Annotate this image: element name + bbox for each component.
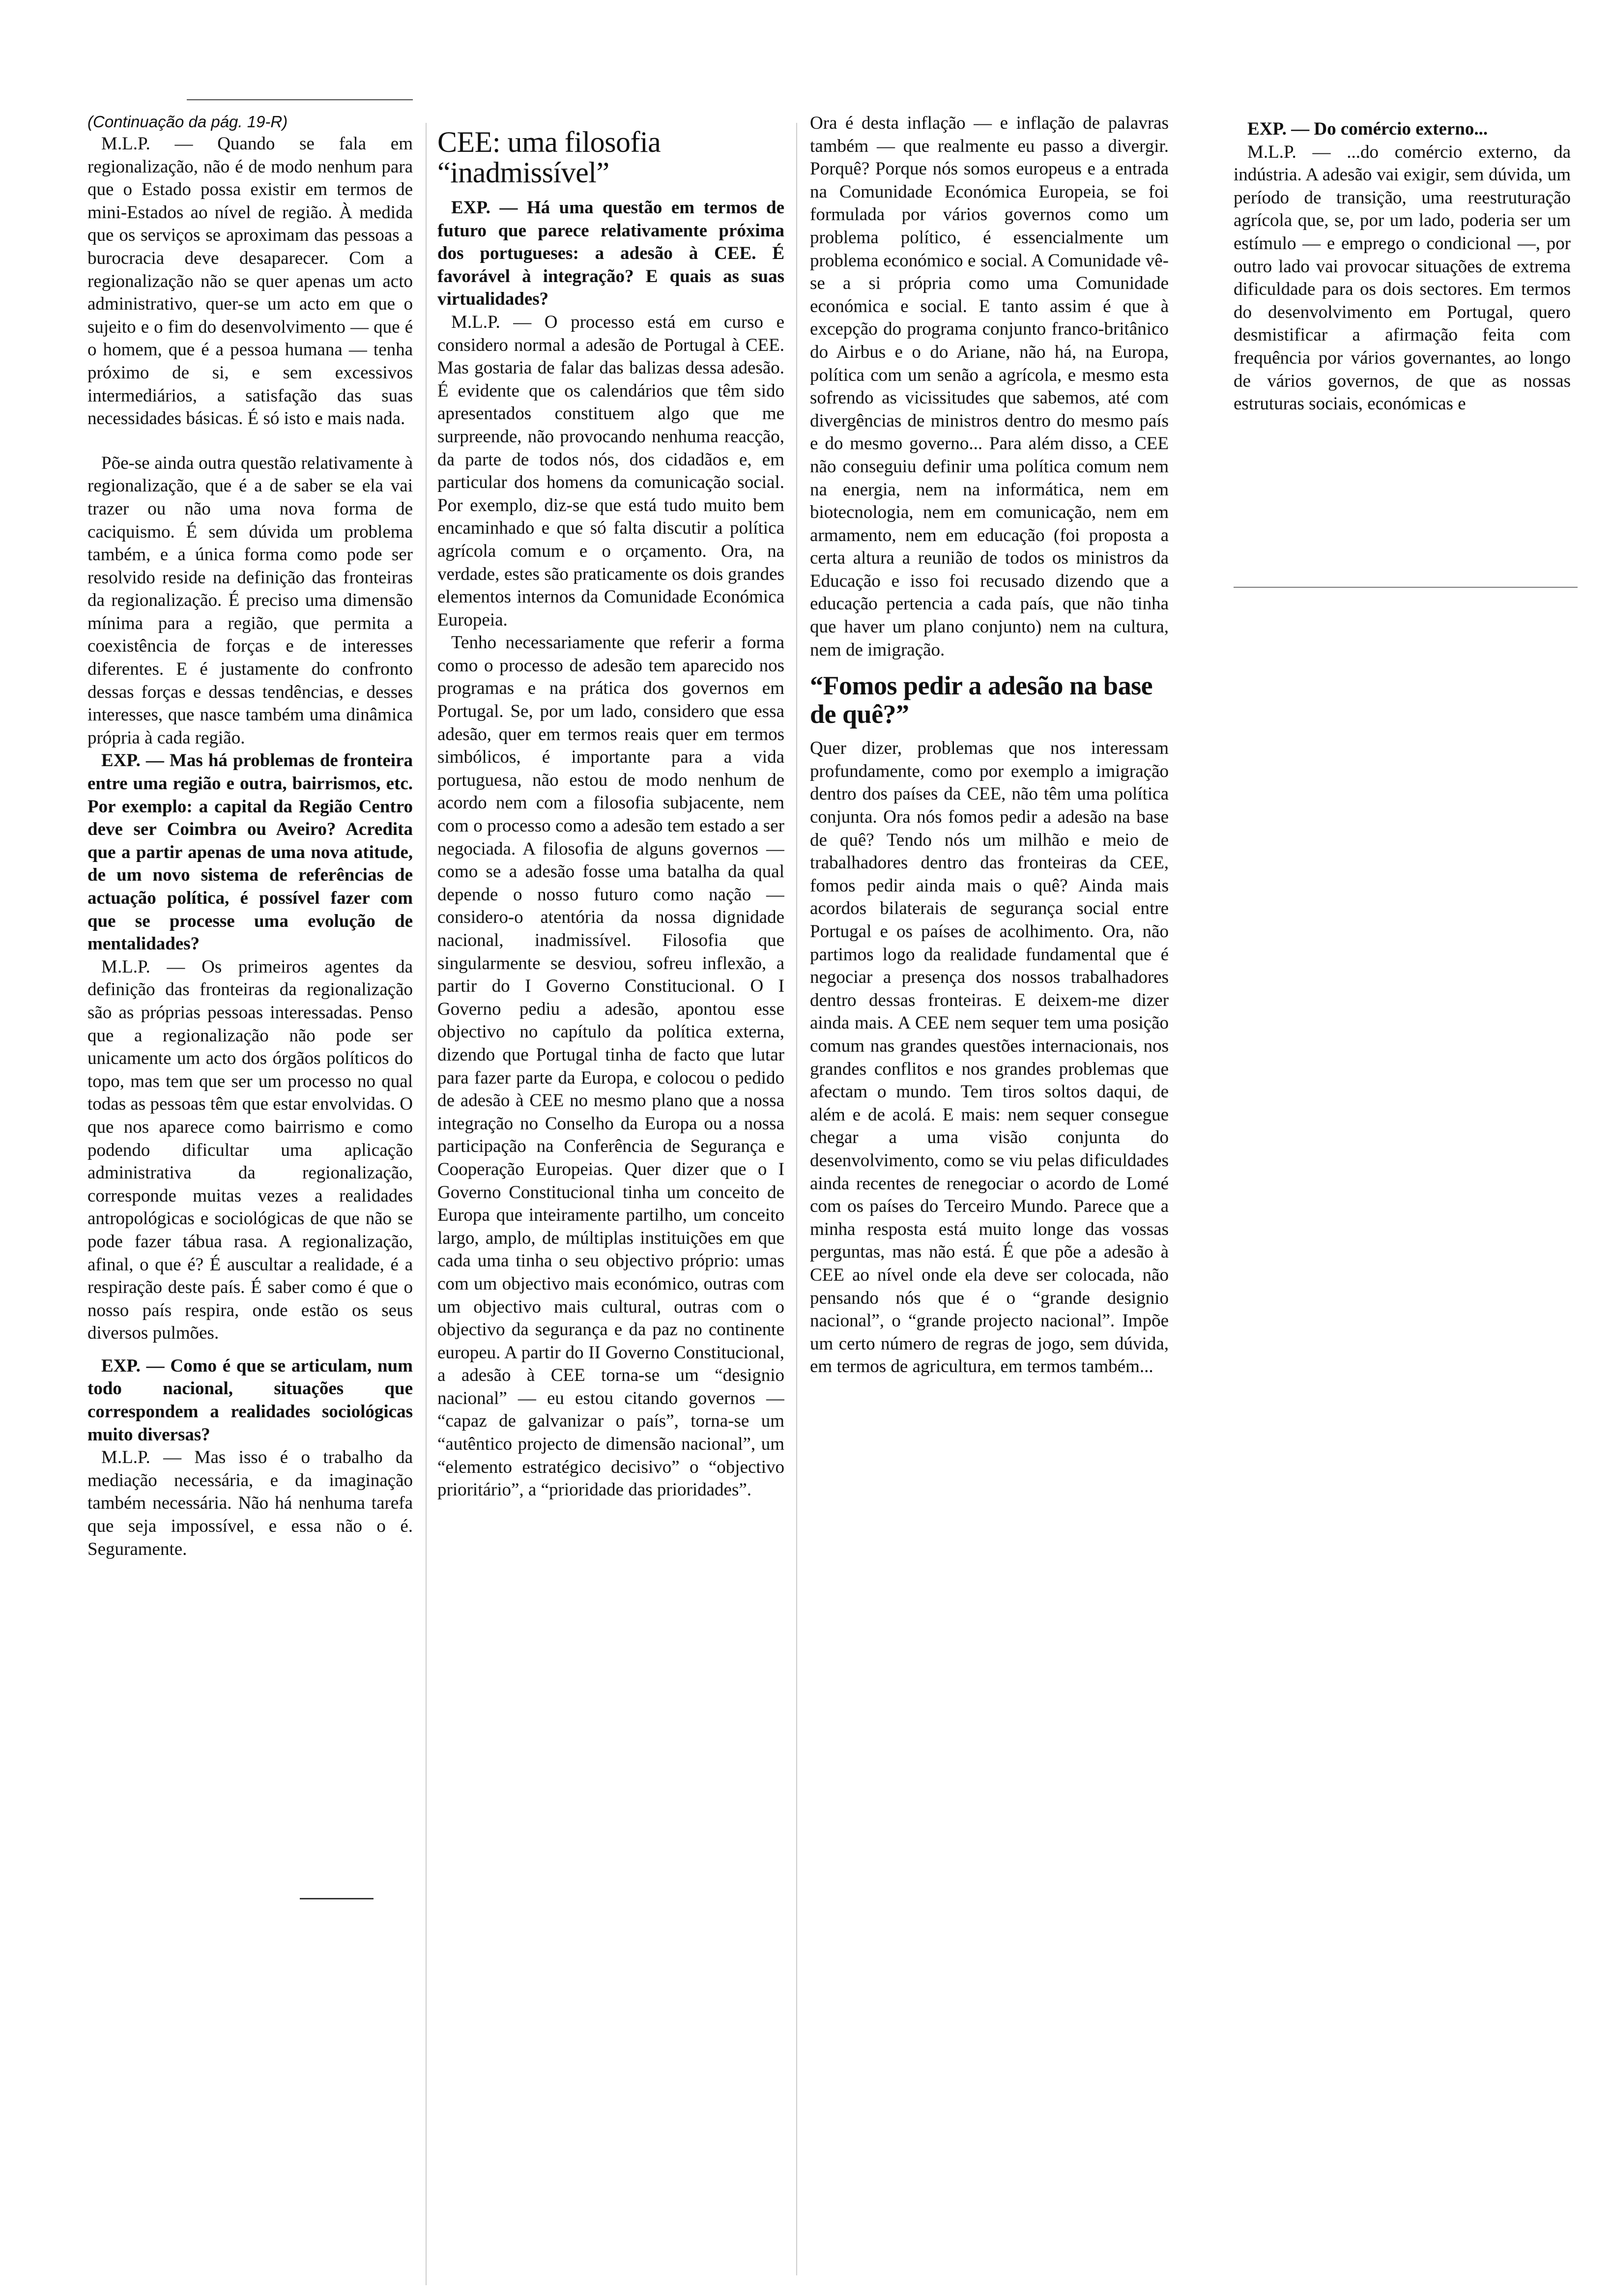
continuation-note: (Continuação da pág. 19-R) <box>87 113 288 131</box>
answer-fronteiras: M.L.P. — Os primeiros agentes da definição das fronteiras da regionalização são as próprias pessoas interessadas. Penso que a regionalização não pode ser unicamente um acto dos órgãos políticos do topo, mas tem que ser um processo no qual todas as pessoas têm que estar envolvidas. O que nos aparece como bairrismo e como podendo dificultar uma aplicação administrativa da regionalização, corresponde muitas vezes a realidades antropológicas e sociológicas de que não se pode fazer tábua rasa. A regionalização, afinal, o que é? É auscultar a realidade, é a respiração deste país. É saber como é que o nosso país respira, onde estão os seus diversos pulmões. <box>87 956 413 1344</box>
headline-cee-filosofia: CEE: uma filosofia “inadmissível” <box>437 126 661 189</box>
column-divider-1 <box>426 123 427 2285</box>
paragraph-filosofia-governos: Tenho necessariamente que referir a forma como o processo de adesão tem aparecido nos programas e na prática dos governos em Portugal. Se, por um lado, considero que essa adesão, quer em termos reais quer em termos simbólicos, é importante para a vida portuguesa, não estou de modo nenhum de acordo nem com a filosofia subjacente, nem com o processo como a adesão tem estado a ser negociada. A filosofia de alguns governos — como se a adesão fosse uma batalha da qual depende o nosso futuro como nação — considero-o atentória da nossa dignidade nacional, inadmissível. Filosofia que singularmente se desviou, sofreu inflexão, a partir do I Governo Constitucional. O I Governo pediu a adesão, apontou esse objectivo no capítulo da política externa, dizendo que Portugal tinha de facto que lutar para fazer parte da Europa, e colocou o pedido de adesão à CEE no mesmo plano que a nossa integração no Conselho da Europa ou a nossa participação na Conferência de Segurança e Cooperação Europeias. Quer dizer que o I Governo Constitucional tinha um conceito de Europa que inteiramente partilho, um conceito largo, amplo, de múltiplas instituições em que cada uma tinha o seu objectivo próprio: umas com um objectivo mais económico, outras com um objectivo mais cultural, outras com o objectivo da segurança e da paz no continente europeu. A partir do II Governo Constitucional, a adesão à CEE torna-se um “designio nacional” — eu estou citando governos — “capaz de galvanizar o país”, torna-se um “autêntico projecto de dimensão nacional”, um “elemento estratégico decisivo” o “objectivo prioritário”, a “prioridade das prioridades”. <box>437 632 784 1500</box>
column-4 <box>1234 118 1571 585</box>
question-comercio-externo: EXP. — Do comércio externo... <box>1247 119 1488 139</box>
bottom-rule-col4 <box>1234 587 1578 588</box>
answer-comercio-externo: M.L.P. — ...do comércio externo, da indústria. A adesão vai exigir, sem dúvida, um período de transição, uma reestruturação agrícola que, se, por um lado, poderia ser um estímulo — e emprego o condicional —, por outro lado vai provocar situações de extrema dificuldade para os dois sectores. Em termos do desenvolvimento em Portugal, quero desmistificar a afirmação feita com frequência por vários governantes, ao longo de vários governos, de que as nossas estruturas sociais, económicas e <box>1234 142 1571 414</box>
column-3 <box>810 112 1169 2176</box>
answer-regionalization: M.L.P. — Quando se fala em regionalização, não é de modo nenhum para que o Estado possa existir em termos de mini-Estados ao nível de região. À medida que os serviços se aproximam das pessoas a burocracia deve desaparecer. Com a regionalização não se quer apenas um acto administrativo, quer-se um acto em que o sujeito e o fim do desenvolvimento — que é o homem, que é a pessoa humana — tenha próximo de si, e sem excessivos intermediários, a satisfação das suas necessidades básicas. É só isto e mais nada. <box>87 134 413 429</box>
column-divider-2 <box>796 123 797 2275</box>
paragraph-caciquismo: Põe-se ainda outra questão relativamente à regionalização, que é a de saber se ela vai trazer ou não uma nova forma de caciquismo. É sem dúvida um problema também, e a única forma como pode ser resolvido reside na definição das fronteiras da regionalização. É preciso uma dimensão mínima para a região, que permita a coexistência de forças e de interesses diferentes. E é justamente do confronto dessas forças e dessas tendências, e desses interesses, que nasce também uma dinâmica própria à cada região. <box>87 453 413 748</box>
column-1 <box>87 111 413 1920</box>
question-articulacao: EXP. — Como é que se articulam, num todo nacional, situações que correspondem a realidades sociológicas muito diversas? <box>87 1355 413 1445</box>
answer-processo-adesao: M.L.P. — O processo está em curso e considero normal a adesão de Portugal à CEE. Mas gostaria de falar das balizas dessa adesão. É evidente que os calendários que têm sido apresentados constituem algo que me surpreende, não provocando nenhuma reacção, da parte de todos nós, dos cidadãos e, em particular dos homens da comunicação social. Por exemplo, diz-se que está tudo muito bem encaminhado e que só falta discutir a política agrícola comum e o orçamento. Ora, na verdade, estes são praticamente os dois grandes elementos internos da Comunidade Económica Europeia. <box>437 312 784 630</box>
question-adesao-cee: EXP. — Há uma questão em termos de futuro que parece relativamente próxima dos portugueses: a adesão à CEE. É favorável à integração? E quais as suas virtualidades? <box>437 198 784 310</box>
answer-articulacao: M.L.P. — Mas isso é o trabalho da mediação necessária, e da imaginação também necessária. Não há nenhuma tarefa que seja impossível, e essa não o é. Seguramente. <box>87 1447 413 1559</box>
paragraph-imigracao: Quer dizer, problemas que nos interessam profundamente, como por exemplo a imigração dentro dos países da CEE, não têm uma política conjunta. Ora nós fomos pedir a adesão na base de quê? Tendo nós um milhão e meio de trabalhadores dentro das fronteiras da CEE, fomos pedir ainda mais o quê? Ainda mais acordos bilaterais de segurança social entre Portugal e os países de acolhimento. Ora, não partimos logo da realidade fundamental que é negociar a presença dos nossos trabalhadores dentro dessas fronteiras. E deixem-me dizer ainda mais. A CEE nem sequer tem uma posição comum nas grandes questões internacionais, nos grandes conflitos e nos grandes problemas que afectam o mundo. Tem tiros soltos daqui, de além e de acolá. E mais: nem sequer consegue chegar a uma visão conjunta do desenvolvimento, como se viu pelas dificuldades ainda recentes de renegociar o acordo de Lomé com os países do Terceiro Mundo. Parece que a minha resposta está muito longe das vossas perguntas, mas não está. É que põe a adesão à CEE ao nível onde ela deve ser colocada, não pensando nós que é o “grande designio nacional”, o “grande projecto nacional”. Impõe um certo número de regras de jogo, sem dúvida, em termos de agricultura, em termos também... <box>810 738 1169 1377</box>
paragraph-inflacao-palavras: Ora é desta inflação — e inflação de palavras também — que realmente eu passo a divergir. Porquê? Porque nós somos europeus e a entrada na Comunidade Económica Europeia, se foi formulada por vários governos como um problema político, é essencialmente um problema económico e social. A Comunidade vê-se a si própria como uma Comunidade económica e social. E tanto assim é que à excepção do programa conjunto franco-britânico do Airbus e o do Ariane, não há, na Europa, política com um senão a agrícola, e mesmo esta sofrendo as vicissitudes que sabemos, até com divergências de ministros dentro do mesmo país e do mesmo governo... Para além disso, a CEE não conseguiu definir uma política comum nem na energia, nem na informática, nem em biotecnologia, nem em comunicação, nem em armamento, nem em educação (foi proposta a certa altura a reunião de todos os ministros da Educação e isso foi recusado dizendo que a educação pertencia a cada país, que não tinha que haver um plano conjunto) nem na cultura, nem de imigração. <box>810 113 1169 660</box>
top-rule-col1 <box>187 99 413 100</box>
column-2 <box>437 123 784 2251</box>
headline-fomos-pedir: “Fomos pedir a adesão na base de quê?” <box>810 671 1153 729</box>
question-fronteiras: EXP. — Mas há problemas de fronteira entre uma região e outra, bairrismos, etc. Por exemplo: a capital da Região Centro deve ser Coimbra ou Aveiro? Acredita que a partir apenas de uma nova atitude, de um novo sistema de referências de actuação política, é possível fazer com que se processe uma evolução de mentalidades? <box>87 750 413 954</box>
